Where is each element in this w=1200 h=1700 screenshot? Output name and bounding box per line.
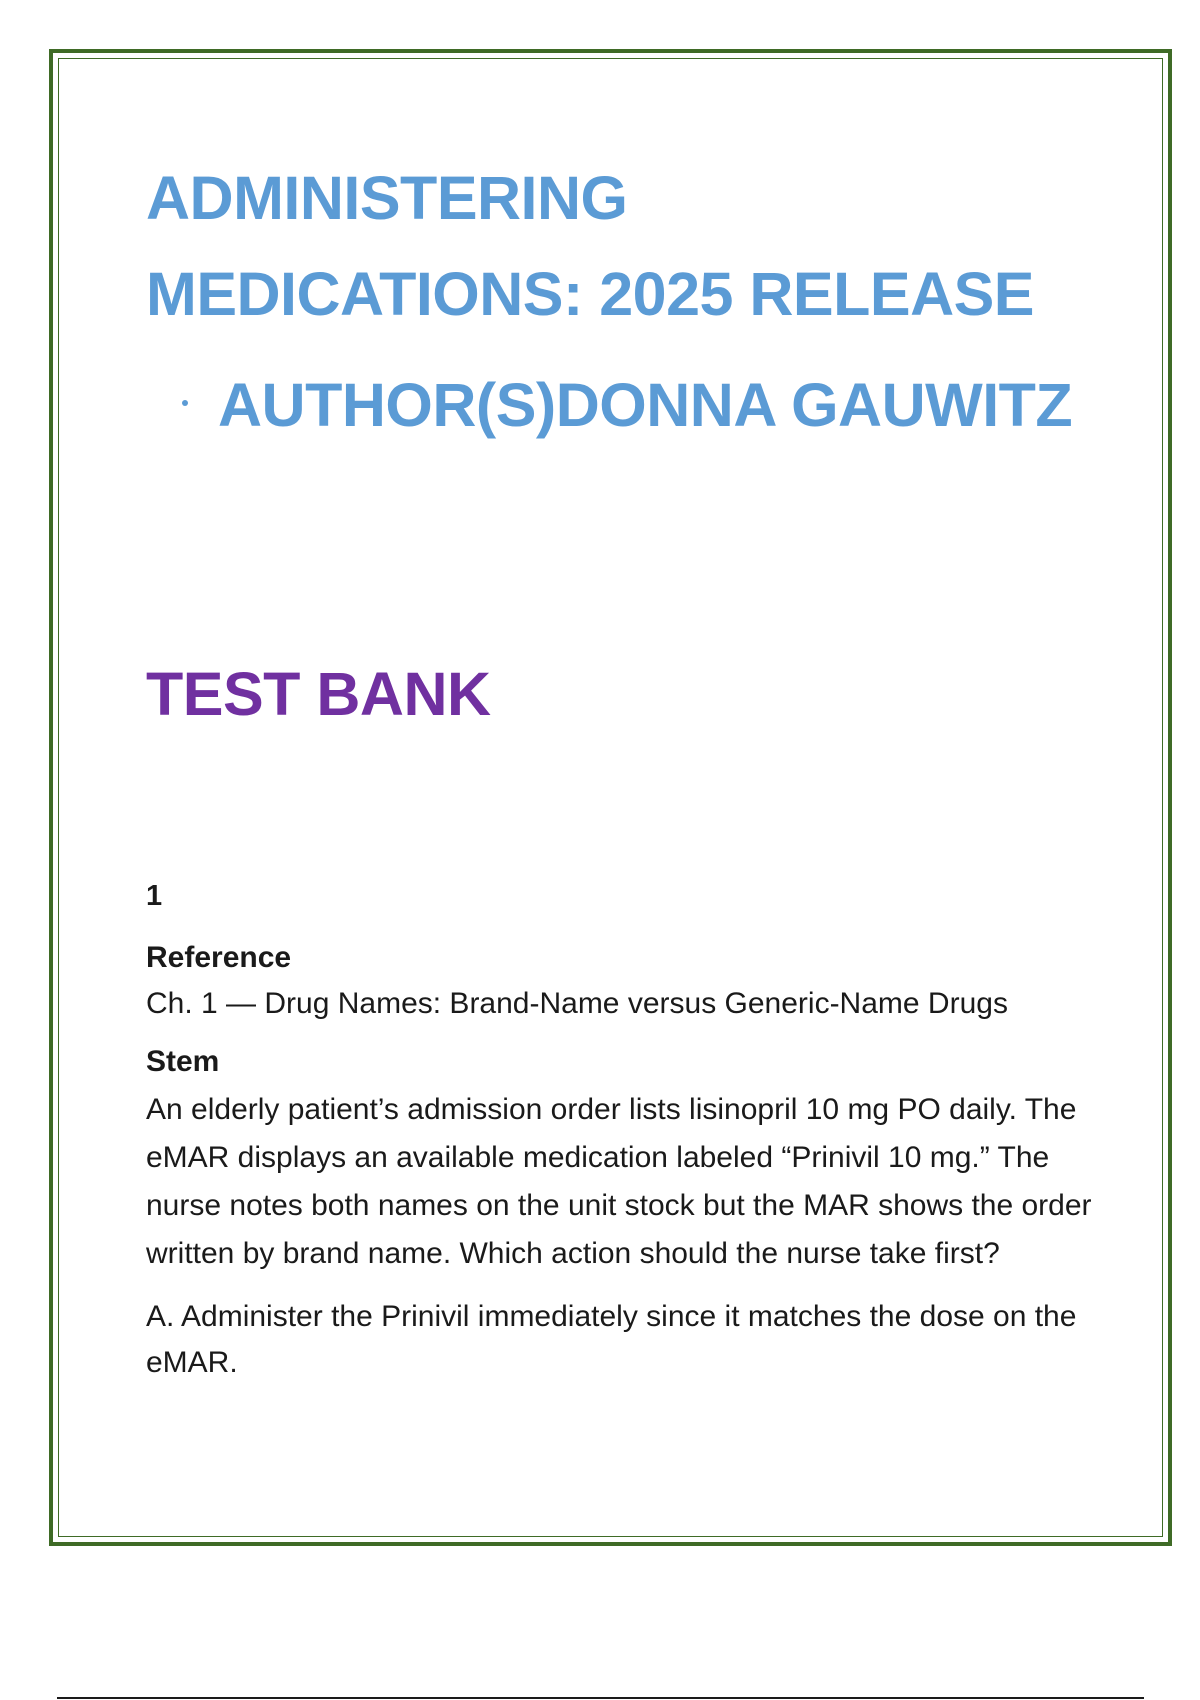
reference-label: Reference <box>146 941 292 974</box>
question-block <box>146 876 1096 1386</box>
document-author: AUTHOR(S)DONNA GAUWITZ <box>218 371 1073 439</box>
footer-divider <box>57 1697 1144 1699</box>
author-bullet <box>182 400 188 406</box>
document-title: ADMINISTERING MEDICATIONS: 2025 RELEASE <box>146 164 1034 328</box>
document-type-heading: TEST BANK <box>146 660 491 728</box>
reference-text: Ch. 1 — Drug Names: Brand-Name versus Generic-Name Drugs <box>146 987 1008 1020</box>
stem-label: Stem <box>146 1045 220 1078</box>
stem-text: An elderly patient’s admission order lists lisinopril 10 mg PO daily. The eMAR displays an available medication labeled “Prinivil 10 mg.” The nurse notes both names on the unit stock but the MAR shows the order written by brand name. Which action should the nurse take first? <box>146 1093 1092 1270</box>
answer-option-a: A. Administer the Prinivil immediately since it matches the dose on the eMAR. <box>146 1300 1077 1379</box>
question-number: 1 <box>146 880 163 912</box>
